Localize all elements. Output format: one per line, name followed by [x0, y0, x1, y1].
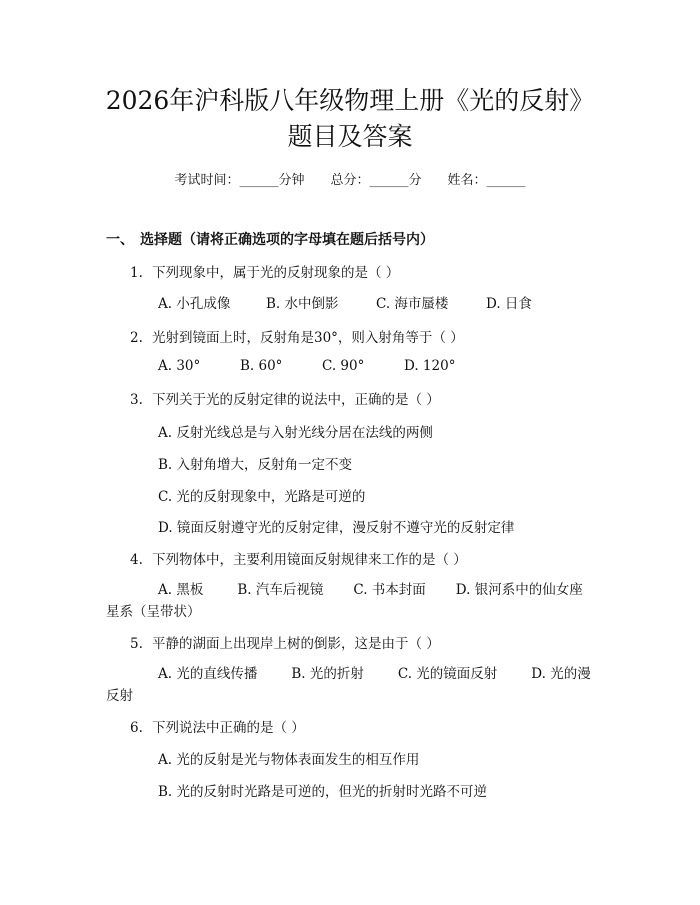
question-text: 下列现象中，属于光的反射现象的是（ ） [152, 265, 400, 281]
section-label: 选择题（请将正确选项的字母填在题后括号内） [140, 232, 434, 248]
question-text: 光射到镜面上时，反射角是30°，则入射角等于（ ） [152, 330, 464, 346]
question-text: 下列物体中，主要利用镜面反射规律来工作的是（ ） [152, 552, 467, 568]
option-a: A. 黑板 [158, 582, 204, 598]
question-text: 下列说法中正确的是（ ） [152, 720, 305, 736]
option-a: A. 小孔成像 [158, 296, 231, 312]
option-d: D. 银河系中的仙女座星系（呈带状） [106, 582, 583, 620]
option-b: B. 60° [240, 358, 283, 374]
option-b: B. 光的折射 [291, 666, 364, 682]
option-d: D. 光的漫反射 [106, 666, 591, 704]
question-number: 4. [130, 552, 143, 568]
student-name-field: 姓名：______ [447, 173, 526, 188]
total-score-field: 总分：______分 [330, 173, 422, 188]
option-c: C. 光的反射现象中，光路是可逆的 [158, 489, 366, 505]
exam-time-field: 考试时间：______分钟 [174, 173, 305, 188]
option-b: B. 入射角增大，反射角一定不变 [158, 457, 353, 473]
option-a: A. 光的直线传播 [158, 666, 258, 682]
option-b: B. 汽车后视镜 [237, 582, 324, 598]
section-number: 一、 [106, 232, 134, 248]
option-a: A. 光的反射是光与物体表面发生的相互作用 [158, 752, 420, 768]
question-6 [130, 716, 305, 736]
option-b: B. 水中倒影 [266, 296, 339, 312]
question-number: 5. [130, 636, 143, 652]
title-line-2: 题目及答案 [287, 122, 413, 151]
option-d: D. 120° [404, 358, 456, 374]
exam-info [0, 169, 700, 188]
question-1 [130, 261, 399, 281]
question-2 [130, 326, 464, 346]
question-4 [130, 548, 467, 568]
option-d: D. 日食 [486, 296, 532, 312]
question-number: 2. [130, 330, 143, 346]
option-a: A. 30° [158, 358, 201, 374]
option-c: C. 书本封面 [353, 582, 426, 598]
question-text: 平静的湖面上出现岸上树的倒影，这是由于（ ） [152, 636, 440, 652]
section-heading [106, 229, 434, 249]
option-d: D. 镜面反射遵守光的反射定律，漫反射不遵守光的反射定律 [158, 520, 515, 536]
question-5 [130, 632, 440, 652]
question-number: 1. [130, 265, 143, 281]
option-c: C. 90° [322, 358, 365, 374]
question-5-options [106, 663, 592, 707]
title-line-1: 2026年沪科版八年级物理上册《光的反射》 [105, 86, 595, 115]
question-text: 下列关于光的反射定律的说法中，正确的是（ ） [152, 392, 440, 408]
question-3 [130, 388, 440, 408]
question-2-options [158, 358, 455, 374]
option-b: B. 光的反射时光路是可逆的，但光的折射时光路不可逆 [158, 784, 488, 800]
question-1-options [158, 292, 532, 312]
option-a: A. 反射光线总是与入射光线分居在法线的两侧 [158, 425, 433, 441]
question-4-options [106, 579, 592, 623]
option-c: C. 海市蜃楼 [376, 296, 449, 312]
option-c: C. 光的镜面反射 [397, 666, 498, 682]
question-number: 6. [130, 720, 143, 736]
question-number: 3. [130, 392, 143, 408]
